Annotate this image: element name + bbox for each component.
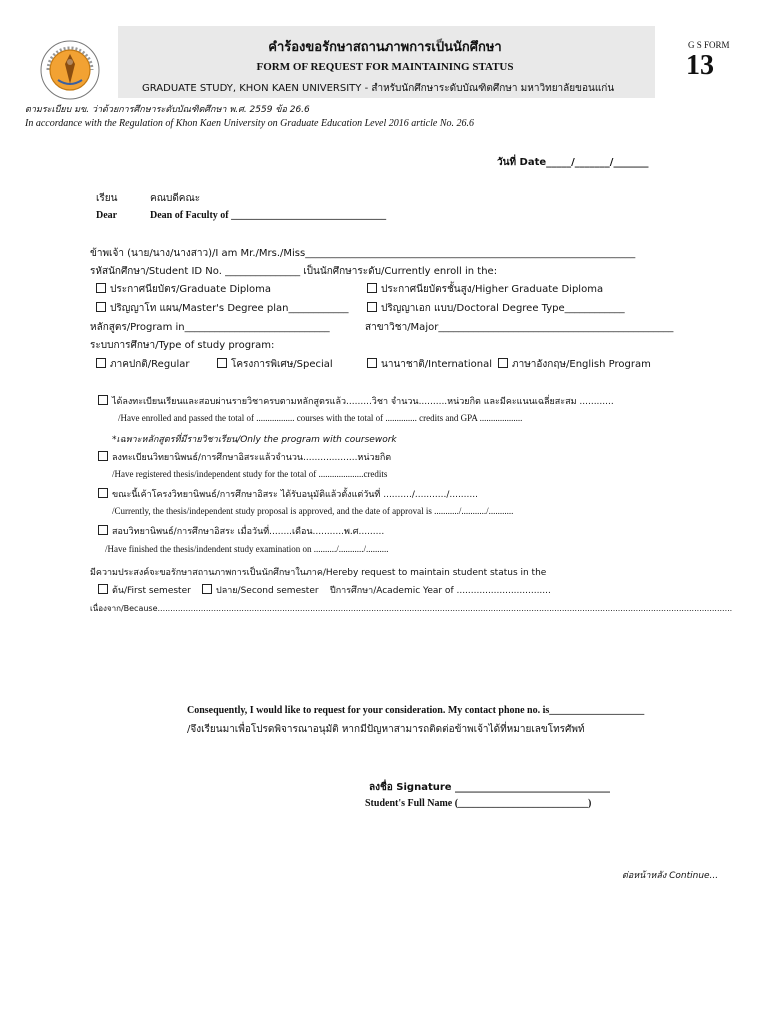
doctoral-option[interactable]: ปริญญาเอก แบบ/Doctoral Degree Type____________ xyxy=(367,301,625,316)
status-item-2[interactable]: ลงทะเบียนวิทยานิพนธ์/การศึกษาอิสระแล้วจำนวน...................หน่วยกิต xyxy=(98,450,391,464)
checkbox-icon[interactable] xyxy=(98,488,108,498)
dear-en: Dear xyxy=(96,210,118,221)
academic-year-field[interactable]: ปีการศึกษา/Academic Year of ................................. xyxy=(330,586,551,596)
dear-th: เรียน xyxy=(96,193,118,204)
status-item-1[interactable]: ได้ลงทะเบียนเรียนและสอบผ่านรายวิชาครบตามหลักสูตรแล้ว.........วิชา จำนวน..........หน่วยกิต และมีคะแนนเฉลี่ยสะสม ............ xyxy=(98,394,614,408)
checkbox-icon[interactable] xyxy=(498,358,508,368)
study-type-label: ระบบการศึกษา/Type of study program: xyxy=(90,340,275,351)
status-item-3[interactable]: ขณะนี้เค้าโครงวิทยานิพนธ์/การศึกษาอิสระ ได้รับอนุมัติแล้วตั้งแต่วันที่ ........../.........../.......... xyxy=(98,487,478,501)
second-semester-option[interactable]: ปลาย/Second semester xyxy=(202,583,319,597)
status-item-3-en: /Currently, the thesis/independent study proposal is approved, and the date of approval is .........../.........../........... xyxy=(112,506,514,516)
closing-en[interactable]: Consequently, I would like to request for your consideration. My contact phone no. is___________________ xyxy=(187,705,645,716)
date-line[interactable]: วันที่ Date_____/_______/_______ xyxy=(497,157,649,168)
regulation-en: In accordance with the Regulation of Khon Kaen University on Graduate Education Level 2016 article No. 26.6 xyxy=(25,118,475,129)
checkbox-icon[interactable] xyxy=(98,451,108,461)
masters-option[interactable]: ปริญญาโท แผน/Master's Degree plan____________ xyxy=(96,301,348,316)
regular-option[interactable]: ภาคปกติ/Regular xyxy=(96,357,190,372)
form-label: G S FORM xyxy=(688,40,730,50)
status-item-1-en: /Have enrolled and passed the total of ................. courses with the total of .............. credits and GPA ................... xyxy=(118,413,523,423)
continue-note: ต่อหน้าหลัง Continue... xyxy=(622,871,719,881)
checkbox-icon[interactable] xyxy=(98,525,108,535)
checkbox-icon[interactable] xyxy=(98,584,108,594)
checkbox-icon[interactable] xyxy=(217,358,227,368)
major-field[interactable]: สาขาวิชา/Major_______________________________________________ xyxy=(365,322,674,333)
signature-field[interactable]: ลงชื่อ Signature _______________________________ xyxy=(369,782,611,793)
form-number: 13 xyxy=(686,50,714,81)
english-program-option[interactable]: ภาษาอังกฤษ/English Program xyxy=(498,357,651,372)
status-item-4-en: /Have finished the thesis/indendent study examination on ........../.........../.......... xyxy=(105,544,389,554)
program-field[interactable]: หลักสูตร/Program in_____________________________ xyxy=(90,322,330,333)
checkbox-icon[interactable] xyxy=(367,358,377,368)
checkbox-icon[interactable] xyxy=(367,302,377,312)
status-item-1-note: *เฉพาะหลักสูตรที่มีรายวิชาเรียน/Only the program with coursework xyxy=(112,435,397,445)
checkbox-icon[interactable] xyxy=(96,283,106,293)
checkbox-icon[interactable] xyxy=(202,584,212,594)
regulation-th: ตามระเบียบ มข. ว่าด้วยการศึกษาระดับบัณฑิตศึกษา พ.ศ. 2559 ข้อ 26.6 xyxy=(25,105,310,115)
status-item-4[interactable]: สอบวิทยานิพนธ์/การศึกษาอิสระ เมื่อวันที่........เดือน...........พ.ศ......... xyxy=(98,524,384,538)
checkbox-icon[interactable] xyxy=(96,358,106,368)
checkbox-icon[interactable] xyxy=(96,302,106,312)
closing-th: /จึงเรียนมาเพื่อโปรดพิจารณาอนุมัติ หากมีปัญหาสามารถติดต่อข้าพเจ้าได้ที่หมายเลขโทรศัพท์ xyxy=(187,724,585,735)
first-semester-option[interactable]: ต้น/First semester xyxy=(98,583,191,597)
special-option[interactable]: โครงการพิเศษ/Special xyxy=(217,357,333,372)
full-name-field[interactable]: Student's Full Name (__________________________) xyxy=(365,798,592,809)
name-field[interactable]: ข้าพเจ้า (นาย/นาง/นางสาว)/I am Mr./Mrs./Miss__________________________________________________________________ xyxy=(90,248,636,259)
checkbox-icon[interactable] xyxy=(367,283,377,293)
international-option[interactable]: นานาชาติ/International xyxy=(367,357,492,372)
form-title-th: คำร้องขอรักษาสถานภาพการเป็นนักศึกษา xyxy=(268,40,502,55)
student-id-field[interactable]: รหัสนักศึกษา/Student ID No. _______________ เป็นนักศึกษาระดับ/Currently enroll in the: xyxy=(90,266,498,277)
org-line: GRADUATE STUDY, KHON KAEN UNIVERSITY - สำหรับนักศึกษาระดับบัณฑิตศึกษา มหาวิทยาลัยขอนแก่น xyxy=(142,83,615,94)
dean-faculty-field[interactable]: Dean of Faculty of _______________________________ xyxy=(150,210,387,221)
form-title-en: FORM OF REQUEST FOR MAINTAINING STATUS xyxy=(256,61,514,73)
request-intent: มีความประสงค์จะขอรักษาสถานภาพการเป็นนักศึกษาในภาค/Hereby request to maintain student status in the xyxy=(90,568,547,578)
grad-diploma-option[interactable]: ประกาศนียบัตร/Graduate Diploma xyxy=(96,282,271,297)
status-item-2-en: /Have registered thesis/independent study for the total of ....................credits xyxy=(112,469,388,479)
dean-th: คณบดีคณะ xyxy=(150,193,201,204)
because-field[interactable]: เนื่องจาก/Because.................................................................................................................................................................................................................................. xyxy=(90,604,733,613)
checkbox-icon[interactable] xyxy=(98,395,108,405)
higher-grad-diploma-option[interactable]: ประกาศนียบัตรชั้นสูง/Higher Graduate Diploma xyxy=(367,282,603,297)
